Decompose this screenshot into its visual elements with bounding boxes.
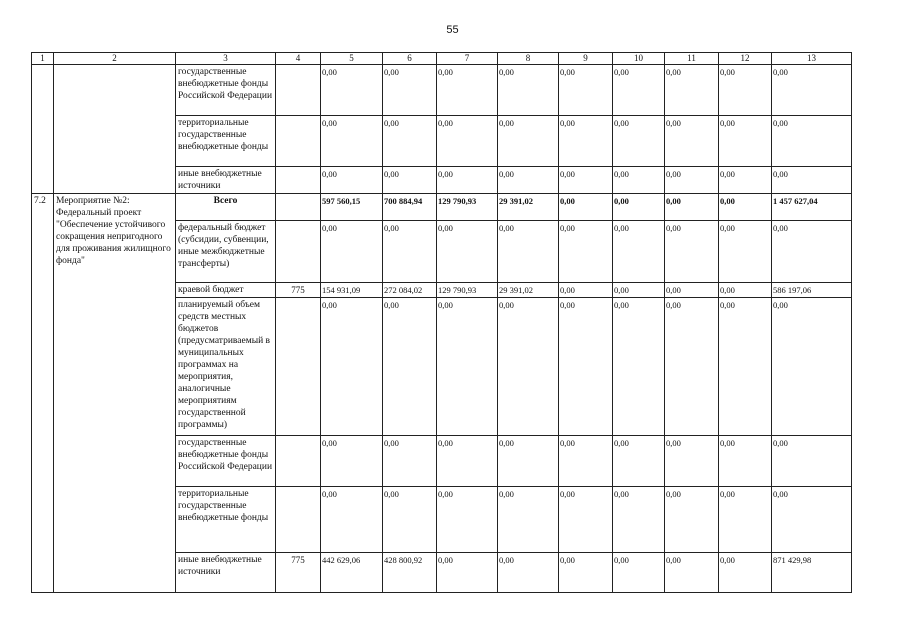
value-cell: 442 629,06: [321, 553, 383, 593]
value-cell: 0,00: [383, 65, 437, 116]
column-header: 11: [665, 53, 719, 65]
value-cell: 29 391,02: [498, 283, 559, 298]
value-cell: 0,00: [383, 167, 437, 194]
value-cell: 0,00: [719, 221, 772, 283]
source-label: иные внебюджетные источники: [176, 167, 276, 194]
column-header: 4: [276, 53, 321, 65]
column-header: 10: [613, 53, 665, 65]
value-cell: 0,00: [437, 65, 498, 116]
value-cell: 0,00: [665, 167, 719, 194]
value-cell: 0,00: [383, 298, 437, 436]
value-cell: 0,00: [719, 167, 772, 194]
value-cell: 0,00: [559, 553, 613, 593]
value-cell: 428 800,92: [383, 553, 437, 593]
code-cell: [276, 298, 321, 436]
value-cell: 0,00: [613, 298, 665, 436]
value-cell: 0,00: [498, 167, 559, 194]
value-cell: 0,00: [772, 298, 852, 436]
value-cell: 0,00: [383, 487, 437, 553]
value-cell: 0,00: [665, 436, 719, 487]
column-header: 7: [437, 53, 498, 65]
value-cell: 29 391,02: [498, 194, 559, 221]
value-cell: 0,00: [613, 221, 665, 283]
value-cell: 0,00: [383, 221, 437, 283]
item-number-cell: 7.2: [32, 194, 54, 593]
value-cell: 0,00: [613, 487, 665, 553]
value-cell: 0,00: [437, 436, 498, 487]
value-cell: 0,00: [559, 436, 613, 487]
value-cell: 0,00: [613, 553, 665, 593]
code-cell: [276, 436, 321, 487]
source-label: территориальные государственные внебюджетные фонды: [176, 116, 276, 167]
column-header: 2: [54, 53, 176, 65]
value-cell: 0,00: [719, 487, 772, 553]
value-cell: 0,00: [559, 298, 613, 436]
value-cell: 0,00: [498, 487, 559, 553]
value-cell: 0,00: [498, 553, 559, 593]
column-header: 5: [321, 53, 383, 65]
value-cell: 0,00: [719, 436, 772, 487]
code-cell: [276, 167, 321, 194]
value-cell: 0,00: [719, 298, 772, 436]
code-cell: 775: [276, 553, 321, 593]
value-cell: 0,00: [772, 167, 852, 194]
value-cell: 0,00: [719, 553, 772, 593]
source-label: федеральный бюджет (субсидии, субвенции, иные межбюджетные трансферты): [176, 221, 276, 283]
value-cell: 0,00: [772, 65, 852, 116]
column-header: 13: [772, 53, 852, 65]
value-cell: 0,00: [559, 283, 613, 298]
value-cell: 586 197,06: [772, 283, 852, 298]
value-cell: 0,00: [665, 194, 719, 221]
table-body: [32, 53, 852, 593]
value-cell: 0,00: [437, 298, 498, 436]
value-cell: 0,00: [719, 194, 772, 221]
value-cell: 0,00: [613, 436, 665, 487]
value-cell: 0,00: [613, 167, 665, 194]
item-name-cell: [54, 65, 176, 194]
value-cell: 129 790,93: [437, 283, 498, 298]
page-number: 55: [446, 24, 459, 36]
value-cell: 0,00: [613, 283, 665, 298]
value-cell: 0,00: [559, 194, 613, 221]
code-cell: 775: [276, 283, 321, 298]
value-cell: 154 931,09: [321, 283, 383, 298]
value-cell: 0,00: [719, 116, 772, 167]
value-cell: 0,00: [321, 436, 383, 487]
column-header: 8: [498, 53, 559, 65]
table-row-total: [32, 194, 852, 221]
value-cell: 0,00: [498, 116, 559, 167]
table-row: [32, 65, 852, 116]
value-cell: 0,00: [665, 65, 719, 116]
value-cell: 0,00: [498, 436, 559, 487]
code-cell: [276, 116, 321, 167]
value-cell: 0,00: [772, 116, 852, 167]
value-cell: 871 429,98: [772, 553, 852, 593]
value-cell: 0,00: [613, 194, 665, 221]
source-label: Всего: [176, 194, 276, 221]
value-cell: 0,00: [665, 116, 719, 167]
value-cell: 0,00: [321, 116, 383, 167]
value-cell: 0,00: [321, 487, 383, 553]
column-header: 12: [719, 53, 772, 65]
value-cell: 0,00: [559, 65, 613, 116]
value-cell: 0,00: [437, 116, 498, 167]
value-cell: 0,00: [321, 221, 383, 283]
code-cell: [276, 221, 321, 283]
column-header: 3: [176, 53, 276, 65]
source-label: краевой бюджет: [176, 283, 276, 298]
value-cell: 0,00: [613, 65, 665, 116]
column-header: 6: [383, 53, 437, 65]
value-cell: 0,00: [665, 283, 719, 298]
value-cell: 272 084,02: [383, 283, 437, 298]
value-cell: 0,00: [321, 298, 383, 436]
value-cell: 0,00: [559, 487, 613, 553]
code-cell: [276, 487, 321, 553]
value-cell: 0,00: [772, 487, 852, 553]
source-label: территориальные государственные внебюджетные фонды: [176, 487, 276, 553]
value-cell: 0,00: [665, 221, 719, 283]
item-number-cell: [32, 65, 54, 194]
value-cell: 0,00: [719, 65, 772, 116]
source-label: планируемый объем средств местных бюджетов (предусматриваемый в муниципальных программах на мероприятия, аналогичные мероприятиям государственной программы): [176, 298, 276, 436]
source-label: государственные внебюджетные фонды Российской Федерации: [176, 436, 276, 487]
value-cell: 0,00: [665, 553, 719, 593]
value-cell: 0,00: [321, 65, 383, 116]
value-cell: 0,00: [437, 487, 498, 553]
value-cell: 0,00: [498, 65, 559, 116]
value-cell: 0,00: [665, 487, 719, 553]
value-cell: 0,00: [559, 116, 613, 167]
source-label: государственные внебюджетные фонды Российской Федерации: [176, 65, 276, 116]
value-cell: 0,00: [559, 167, 613, 194]
value-cell: 0,00: [498, 221, 559, 283]
code-cell: [276, 194, 321, 221]
code-cell: [276, 65, 321, 116]
column-number-row: [32, 53, 852, 65]
value-cell: 0,00: [613, 116, 665, 167]
value-cell: 0,00: [321, 167, 383, 194]
item-name-cell: Мероприятие №2: Федеральный проект "Обеспечение устойчивого сокращения непригодного для проживания жилищного фонда": [54, 194, 176, 593]
value-cell: 597 560,15: [321, 194, 383, 221]
value-cell: 0,00: [719, 283, 772, 298]
value-cell: 0,00: [498, 298, 559, 436]
source-label: иные внебюджетные источники: [176, 553, 276, 593]
value-cell: 1 457 627,04: [772, 194, 852, 221]
column-header: 9: [559, 53, 613, 65]
value-cell: 0,00: [437, 167, 498, 194]
value-cell: 0,00: [559, 221, 613, 283]
value-cell: 0,00: [772, 436, 852, 487]
budget-table: [31, 52, 852, 593]
value-cell: 700 884,94: [383, 194, 437, 221]
value-cell: 0,00: [437, 221, 498, 283]
value-cell: 0,00: [665, 298, 719, 436]
value-cell: 129 790,93: [437, 194, 498, 221]
value-cell: 0,00: [772, 221, 852, 283]
value-cell: 0,00: [383, 116, 437, 167]
column-header: 1: [32, 53, 54, 65]
value-cell: 0,00: [383, 436, 437, 487]
value-cell: 0,00: [437, 553, 498, 593]
